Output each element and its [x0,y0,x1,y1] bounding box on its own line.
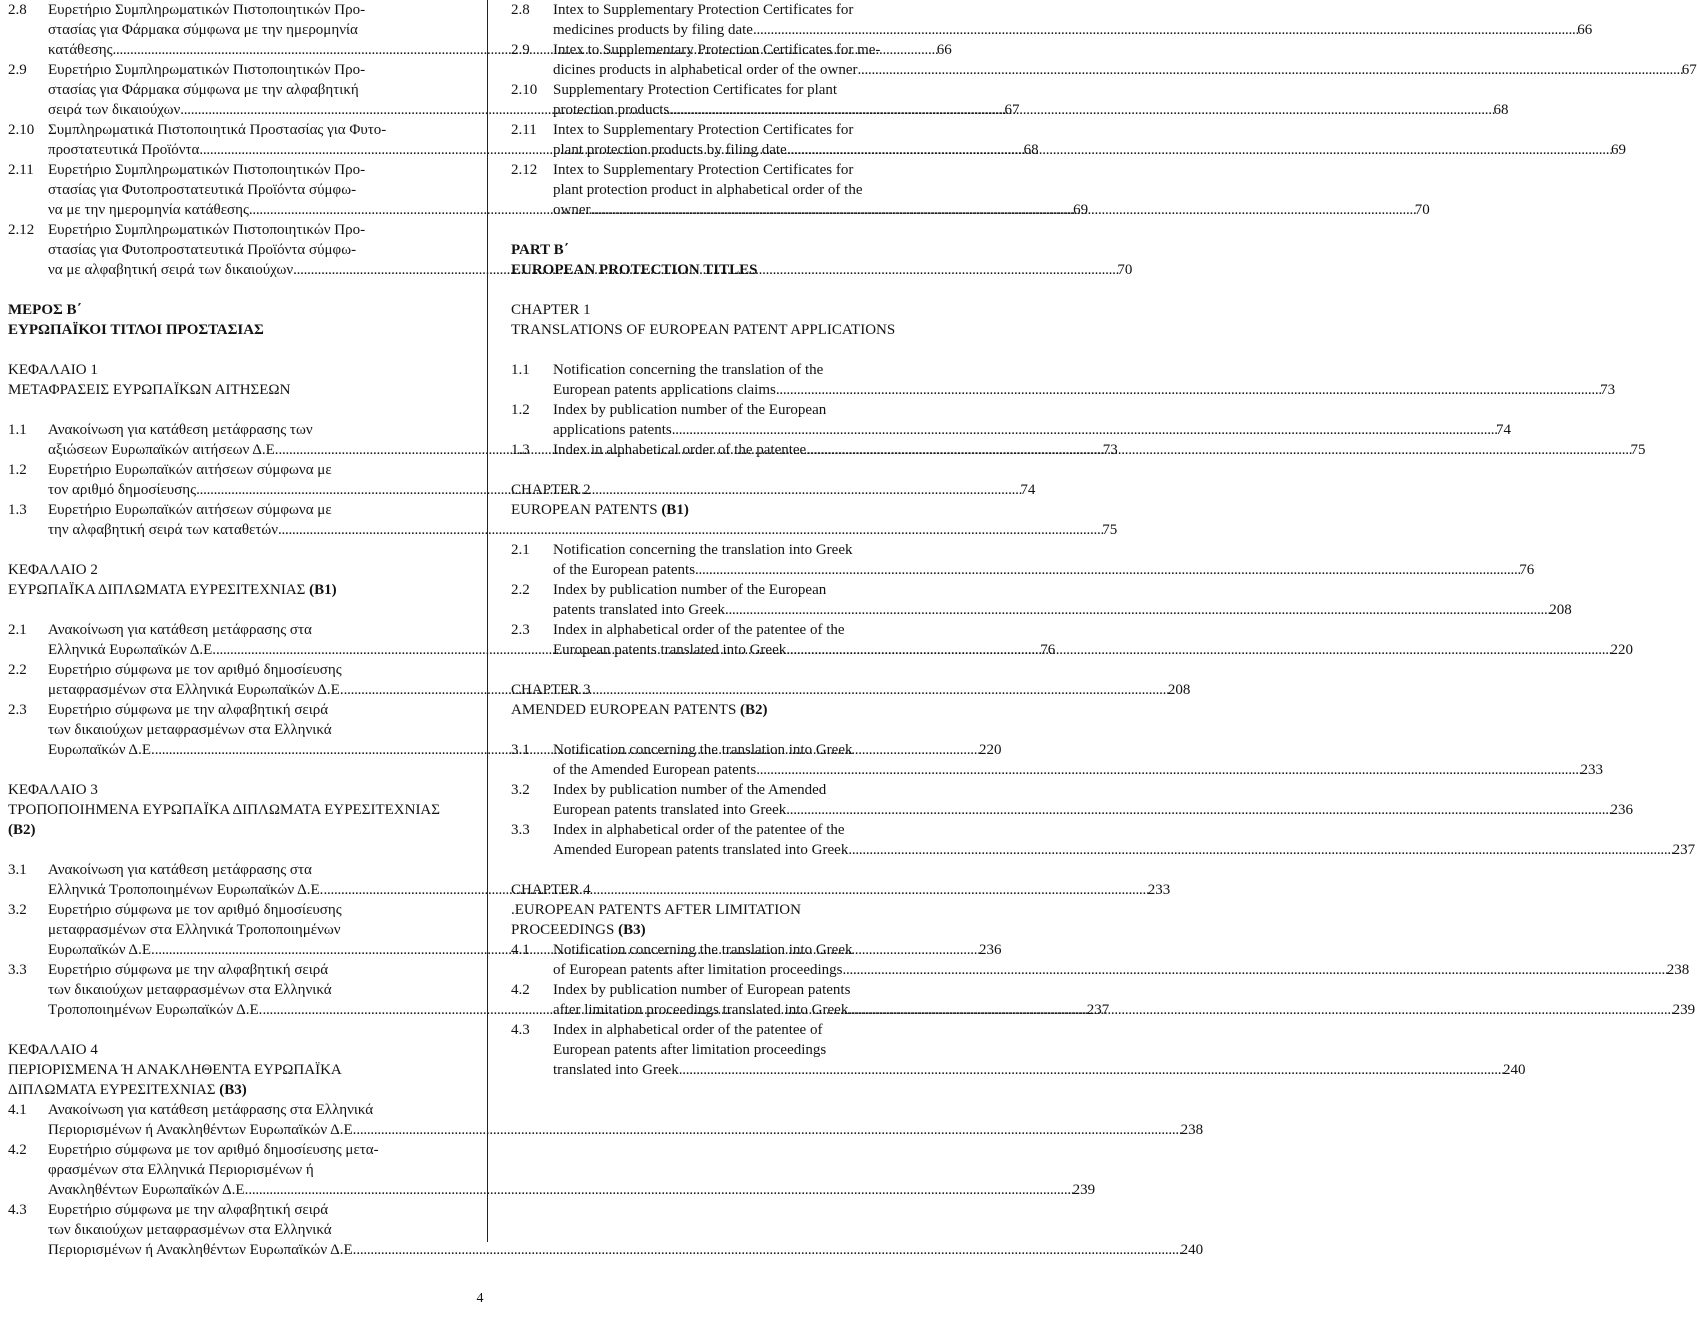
chapter-label: ΚΕΦΑΛΑΙΟ 2 [8,562,98,578]
dot-leader [669,100,1493,120]
part-title: ΕΥΡΩΠΑΪΚΟΙ ΤΙΤΛΟΙ ΠΡΟΣΤΑΣΙΑΣ [8,322,264,338]
entry-line: Ανακοίνωση για κατάθεση μετάφρασης στα [48,862,312,878]
entry-number: 3.1 [511,742,530,758]
chapter-title [8,380,458,400]
entry-last-line [48,1120,1203,1140]
entry-page: 220 [978,742,1002,758]
entry-number: 2.12 [8,222,35,238]
entry-number: 4.3 [511,1022,530,1038]
entry-number: 1.3 [511,442,530,458]
entry-line: Ευρετήριο σύμφωνα με τον αριθμό δημοσίευσης [48,902,342,918]
entry-line: Notification concerning the translation into Greek [553,742,853,758]
entry-page: 239 [1672,1002,1696,1018]
entry-line: Ευρετήριο Συμπληρωματικών Πιστοποιητικών Προ- [48,62,366,78]
chapter-title-text: ΠΕΡΙΟΡΙΣΜΕΝΑ Ή ΑΝΑΚΛΗΘΕΝΤΑ ΕΥΡΩΠΑΪΚΑ [8,1062,342,1078]
entry-page: 240 [1503,1062,1526,1078]
entry-line: Ανακοίνωση για κατάθεση μετάφρασης στα Ελληνικά [48,1102,374,1118]
spacer [511,220,960,240]
entry-line: after limitation proceedings translated into Greek [553,1002,849,1018]
entry-text [48,1200,1203,1260]
entry-text [553,540,1534,580]
chapter-label: CHAPTER 2 [511,482,591,498]
entry-line: Ευρετήριο σύμφωνα με τον αριθμό δημοσίευσης [48,662,342,678]
chapter-label: CHAPTER 4 [511,882,591,898]
entry-number: 1.2 [511,402,530,418]
entry-line: Περιορισμένων ή Ανακληθέντων Ευρωπαϊκών Δ.Ε. [48,1242,357,1258]
entry-line: στασίας για Φάρμακα σύμφωνα με την ημερομηνία [48,22,358,38]
chapter-label: CHAPTER 1 [511,302,591,318]
dot-leader [356,1240,1180,1260]
chapter-code: (Β3) [219,1082,247,1098]
chapter-title-text: EUROPEAN PATENTS [511,502,658,518]
entry-number: 2.3 [511,622,530,638]
chapter-title-text: ΤΡΟΠΟΠΟΙΗΜΕΝΑ ΕΥΡΩΠΑΪΚΑ ΔΙΠΛΩΜΑΤΑ ΕΥΡΕΣΙΤΕΧΝΙΑΣ [8,802,440,818]
entry-line: Notification concerning the translation into Greek [553,542,853,558]
toc-entry [511,1020,1526,1080]
entry-text [553,580,1572,620]
entry-number: 2.1 [511,542,530,558]
entry-page: 68 [1493,102,1509,118]
chapter-title [8,580,458,600]
spacer [8,1020,458,1040]
column-divider [487,0,488,1242]
dot-leader [857,60,1681,80]
entry-line: την αλφαβητική σειρά των καταθετών [48,522,279,538]
entry-page: 66 [936,42,952,58]
entry-last-line [553,140,1626,160]
chapter-code: (Β2) [8,822,36,838]
toc-entry [8,1200,1204,1260]
entry-number: 3.3 [8,962,27,978]
dot-leader [756,760,1580,780]
entry-page: 208 [1167,682,1191,698]
spacer [511,660,960,680]
entry-page: 68 [1023,142,1039,158]
entry-line: Intex to Supplementary Protection Certificates for [553,162,854,178]
entry-text [553,120,1626,160]
entry-last-line [553,760,1603,780]
chapter-title-line2 [511,920,960,940]
entry-line: Ευρετήριο Συμπληρωματικών Πιστοποιητικών Προ- [48,2,366,18]
entry-line: στασίας για Φάρμακα σύμφωνα με την αλφαβητική [48,82,359,98]
entry-last-line [553,100,1508,120]
chapter-title-line2 [8,1080,458,1100]
entry-last-line [553,640,1633,660]
entry-number: 2.1 [8,622,27,638]
dot-leader [786,640,1610,660]
entry-number: 2.10 [8,122,35,138]
entry-line: plant protection products by filing date [553,142,787,158]
entry-page: 67 [1004,102,1020,118]
entry-line: of the European patents [553,562,696,578]
entry-page: 240 [1180,1242,1204,1258]
dot-leader [591,200,1415,220]
dot-leader [248,1180,1072,1200]
spacer [511,520,960,540]
entry-line: Ευρετήριο Ευρωπαϊκών αιτήσεων σύμφωνα με [48,502,332,518]
entry-page: 66 [1577,22,1593,38]
entry-line: protection products [553,102,670,118]
entry-number: 4.3 [8,1202,27,1218]
chapter-title-text: ΜΕΤΑΦΡΑΣΕΙΣ ΕΥΡΩΠΑΪΚΩΝ ΑΙΤΗΣΕΩΝ [8,382,291,398]
entry-line: Amended European patents translated into Greek [553,842,849,858]
entry-text [553,440,1645,460]
entry-page: 67 [1681,62,1697,78]
chapter-title [8,800,458,840]
entry-line: Intex to Supplementary Protection Certificates for [553,122,854,138]
entry-line: Index by publication number of the European [553,402,827,418]
entry-line: Notification concerning the translation into Greek [553,942,853,958]
english-column [511,0,1697,1080]
entry-page: 220 [1610,642,1633,658]
entry-line: Συμπληρωματικά Πιστοποιητικά Προστασίας για Φυτο- [48,122,387,138]
entry-number: 2.9 [8,62,27,78]
entry-number: 1.2 [8,462,27,478]
toc-entry [511,820,1696,860]
spacer [8,400,458,420]
toc-entry [8,1100,1204,1140]
dot-leader [679,1060,1503,1080]
page-number: 4 [476,1291,484,1306]
entry-line: plant protection product in alphabetical order of the [553,182,863,198]
chapter-title-text: TRANSLATIONS OF EUROPEAN PATENT APPLICATIONS [511,322,896,338]
entry-line: Ανακοίνωση για κατάθεση μετάφρασης στα [48,622,312,638]
entry-number: 2.12 [511,162,538,178]
entry-line: Index by publication number of European patents [553,982,851,998]
entry-page: 73 [1102,442,1118,458]
entry-text [553,80,1508,120]
entry-last-line [553,20,1592,40]
entry-page: 208 [1549,602,1572,618]
dot-leader [786,800,1610,820]
spacer [8,540,458,560]
entry-number: 1.1 [511,362,530,378]
entry-line: αξιώσεων Ευρωπαϊκών αιτήσεων Δ.Ε. [48,442,279,458]
chapter-code: (B3) [618,922,646,938]
entry-text [553,980,1695,1020]
entry-text [553,780,1633,820]
dot-leader [356,1120,1180,1140]
entry-last-line [553,200,1430,220]
entry-number: 2.8 [511,2,530,18]
entry-line: patents translated into Greek [553,602,726,618]
entry-number: 2.9 [511,42,530,58]
spacer [8,760,458,780]
dot-leader [787,140,1611,160]
spacer [8,840,458,860]
entry-page: 239 [1072,1182,1096,1198]
entry-text [553,1020,1526,1080]
toc-entry [511,400,1511,440]
toc-entry [511,540,1535,580]
entry-page: 233 [1147,882,1171,898]
toc-entry [511,360,1616,400]
entry-last-line [553,1060,1526,1080]
entry-number: 4.2 [511,982,530,998]
spacer [8,600,458,620]
entry-line: of European patents after limitation proceedings [553,962,843,978]
entry-number: 4.1 [511,942,530,958]
entry-line: of the Amended European patents [553,762,757,778]
entry-text [553,40,1697,80]
entry-last-line [553,420,1511,440]
chapter-title-text: ΔΙΠΛΩΜΑΤΑ ΕΥΡΕΣΙΤΕΧΝΙΑΣ [8,1082,216,1098]
entry-page: 76 [1519,562,1535,578]
spacer [511,280,960,300]
entry-line: Περιορισμένων ή Ανακληθέντων Ευρωπαϊκών Δ.Ε. [48,1122,357,1138]
entry-text [553,360,1615,400]
entry-page: 69 [1610,142,1626,158]
entry-line: Ευρωπαϊκών Δ.Ε. [48,742,155,758]
entry-number: 2.3 [8,702,27,718]
entry-last-line [553,60,1697,80]
entry-last-line [553,800,1633,820]
entry-page: 76 [1040,642,1056,658]
entry-line: μεταφρασμένων στα Ελληνικά Τροποποιημένων [48,922,341,938]
entry-line: μεταφρασμένων στα Ελληνικά Ευρωπαϊκών Δ.Ε. [48,682,344,698]
entry-line: Ευρετήριο Συμπληρωματικών Πιστοποιητικών Προ- [48,162,366,178]
entry-line: των δικαιούχων μεταφρασμένων στα Ελληνικά [48,722,332,738]
entry-line: Intex to Supplementary Protection Certificates for me- [553,42,881,58]
entry-line: προστατευτικά Προϊόντα [48,142,200,158]
toc-entry [511,0,1593,40]
entry-line: Ευρετήριο σύμφωνα με την αλφαβητική σειρά [48,1202,329,1218]
entry-text [553,160,1430,220]
entry-text [553,620,1633,660]
entry-line: Index in alphabetical order of the patentee of the [553,622,845,638]
entry-number: 2.11 [511,122,537,138]
chapter-code: (B1) [661,502,689,518]
entry-last-line [553,560,1534,580]
spacer [511,340,960,360]
entry-line: Index by publication number of the Amended [553,782,827,798]
entry-page: 237 [1672,842,1696,858]
entry-number: 2.10 [511,82,538,98]
toc-entry [8,1140,1096,1200]
entry-last-line [553,440,1645,460]
entry-line: Τροποποιημένων Ευρωπαϊκών Δ.Ε. [48,1002,263,1018]
spacer [8,340,458,360]
entry-last-line [553,960,1689,980]
entry-line: Index in alphabetical order of the patentee of [553,1022,823,1038]
entry-line: στασίας για Φυτοπροστατευτικά Προϊόντα σύμφω- [48,242,357,258]
entry-line: Intex to Supplementary Protection Certificates for [553,2,854,18]
entry-line: Supplementary Protection Certificates for plant [553,82,838,98]
entry-number: 4.1 [8,1102,27,1118]
chapter-title [511,500,960,520]
spacer [8,280,458,300]
entry-page: 238 [1180,1122,1204,1138]
entry-line: Ευρετήριο σύμφωνα με την αλφαβητική σειρά [48,962,329,978]
chapter-label: ΚΕΦΑΛΑΙΟ 3 [8,782,98,798]
entry-line: dicines products in alphabetical order of the owner [553,62,858,78]
entry-page: 73 [1600,382,1616,398]
entry-text [48,1100,1203,1140]
entry-page: 75 [1102,522,1118,538]
toc-entry [511,40,1697,80]
entry-page: 238 [1666,962,1690,978]
entry-number: 3.3 [511,822,530,838]
part-label: ΜΕΡΟΣ Β΄ [8,302,82,318]
entry-page: 69 [1073,202,1089,218]
entry-last-line [553,380,1615,400]
entry-line: στασίας για Φυτοπροστατευτικά Προϊόντα σύμφω- [48,182,357,198]
entry-line: European patents translated into Greek [553,642,787,658]
toc-entry [511,780,1633,820]
entry-line: European patents after limitation proceedings [553,1042,827,1058]
entry-line: translated into Greek [553,1062,679,1078]
chapter-title [511,900,960,920]
entry-text [553,740,1603,780]
spacer [511,460,960,480]
dot-leader [725,600,1549,620]
dot-leader [753,20,1577,40]
entry-line: European patents translated into Greek [553,802,787,818]
entry-number: 3.1 [8,862,27,878]
entry-line: Notification concerning the translation of the [553,362,824,378]
dot-leader [848,1000,1672,1020]
chapter-title-text: .EUROPEAN PATENTS AFTER LIMITATION [511,902,801,918]
entry-number: 2.2 [511,582,530,598]
entry-line: Ελληνικά Τροποποιημένων Ευρωπαϊκών Δ.Ε. [48,882,324,898]
dot-leader [695,560,1519,580]
entry-number: 2.8 [8,2,27,18]
entry-line: Index in alphabetical order of the patentee of the [553,822,845,838]
entry-line: Ευρωπαϊκών Δ.Ε. [48,942,155,958]
entry-page: 74 [1020,482,1036,498]
entry-page: 70 [1414,202,1430,218]
entry-number: 2.2 [8,662,27,678]
dot-leader [806,440,1630,460]
entry-text [553,820,1695,860]
dot-leader [842,960,1666,980]
entry-text [553,0,1592,40]
part-label: PART B΄ [511,242,569,258]
chapter-label: ΚΕΦΑΛΑΙΟ 4 [8,1042,98,1058]
spacer [511,860,960,880]
entry-text [48,1140,1095,1200]
entry-line: φρασμένων στα Ελληνικά Περιορισμένων ή [48,1162,314,1178]
entry-number: 3.2 [511,782,530,798]
entry-line: owner [553,202,591,218]
chapter-code: (B2) [740,702,768,718]
chapter-title [511,700,960,720]
chapter-title [8,1060,458,1080]
entry-number: 1.3 [8,502,27,518]
entry-text [553,400,1511,440]
entry-page: 233 [1580,762,1604,778]
entry-page: 75 [1630,442,1646,458]
dot-leader [672,420,1496,440]
entry-line: να με αλφαβητική σειρά των δικαιούχων [48,262,294,278]
entry-page: 237 [1086,1002,1110,1018]
entry-line: Ευρετήριο σύμφωνα με τον αριθμό δημοσίευσης μετα- [48,1142,379,1158]
chapter-title-text: AMENDED EUROPEAN PATENTS [511,702,737,718]
dot-leader [848,840,1672,860]
entry-line: των δικαιούχων μεταφρασμένων στα Ελληνικά [48,1222,332,1238]
entry-last-line [553,1000,1695,1020]
entry-last-line [553,840,1695,860]
entry-last-line [48,1180,1095,1200]
entry-page: 236 [978,942,1002,958]
chapter-title-text: ΕΥΡΩΠΑΪΚΑ ΔΙΠΛΩΜΑΤΑ ΕΥΡΕΣΙΤΕΧΝΙΑΣ [8,582,306,598]
entry-line: Index in alphabetical order of the patentee [553,442,807,458]
entry-line: Ευρετήριο Συμπληρωματικών Πιστοποιητικών Προ- [48,222,366,238]
entry-line: medicines products by filing date [553,22,753,38]
chapter-title [511,320,960,340]
entry-page: 70 [1117,262,1133,278]
part-title: EUROPEAN PROTECTION TITLES [511,262,758,278]
entry-page: 236 [1610,802,1633,818]
entry-line: Index by publication number of the European [553,582,827,598]
entry-line: να με την ημερομηνία κατάθεσης [48,202,249,218]
entry-line: Ευρετήριο σύμφωνα με την αλφαβητική σειρά [48,702,329,718]
entry-line: Ανακοίνωση για κατάθεση μετάφρασης των [48,422,313,438]
chapter-title-text: PROCEEDINGS [511,922,615,938]
entry-line: applications patents [553,422,672,438]
entry-number: 3.2 [8,902,27,918]
entry-page: 74 [1495,422,1511,438]
entry-line: τον αριθμό δημοσίευσης [48,482,197,498]
chapter-label: ΚΕΦΑΛΑΙΟ 1 [8,362,98,378]
entry-line: European patents applications claims [553,382,776,398]
entry-number: 4.2 [8,1142,27,1158]
entry-number: 1.1 [8,422,27,438]
dot-leader [776,380,1600,400]
entry-line: Ευρετήριο Ευρωπαϊκών αιτήσεων σύμφωνα με [48,462,332,478]
chapter-code: (Β1) [309,582,337,598]
entry-line: κατάθεσης [48,42,113,58]
entry-line: Ελληνικά Ευρωπαϊκών Δ.Ε. [48,642,217,658]
spacer [511,720,960,740]
entry-number: 2.11 [8,162,34,178]
entry-line: σειρά των δικαιούχων [48,102,181,118]
entry-line: των δικαιούχων μεταφρασμένων στα Ελληνικά [48,982,332,998]
entry-text [553,940,1689,980]
entry-last-line [553,600,1572,620]
entry-last-line [48,1240,1203,1260]
chapter-label: CHAPTER 3 [511,682,591,698]
toc-entry [511,580,1572,620]
entry-line: Ανακληθέντων Ευρωπαϊκών Δ.Ε. [48,1182,249,1198]
